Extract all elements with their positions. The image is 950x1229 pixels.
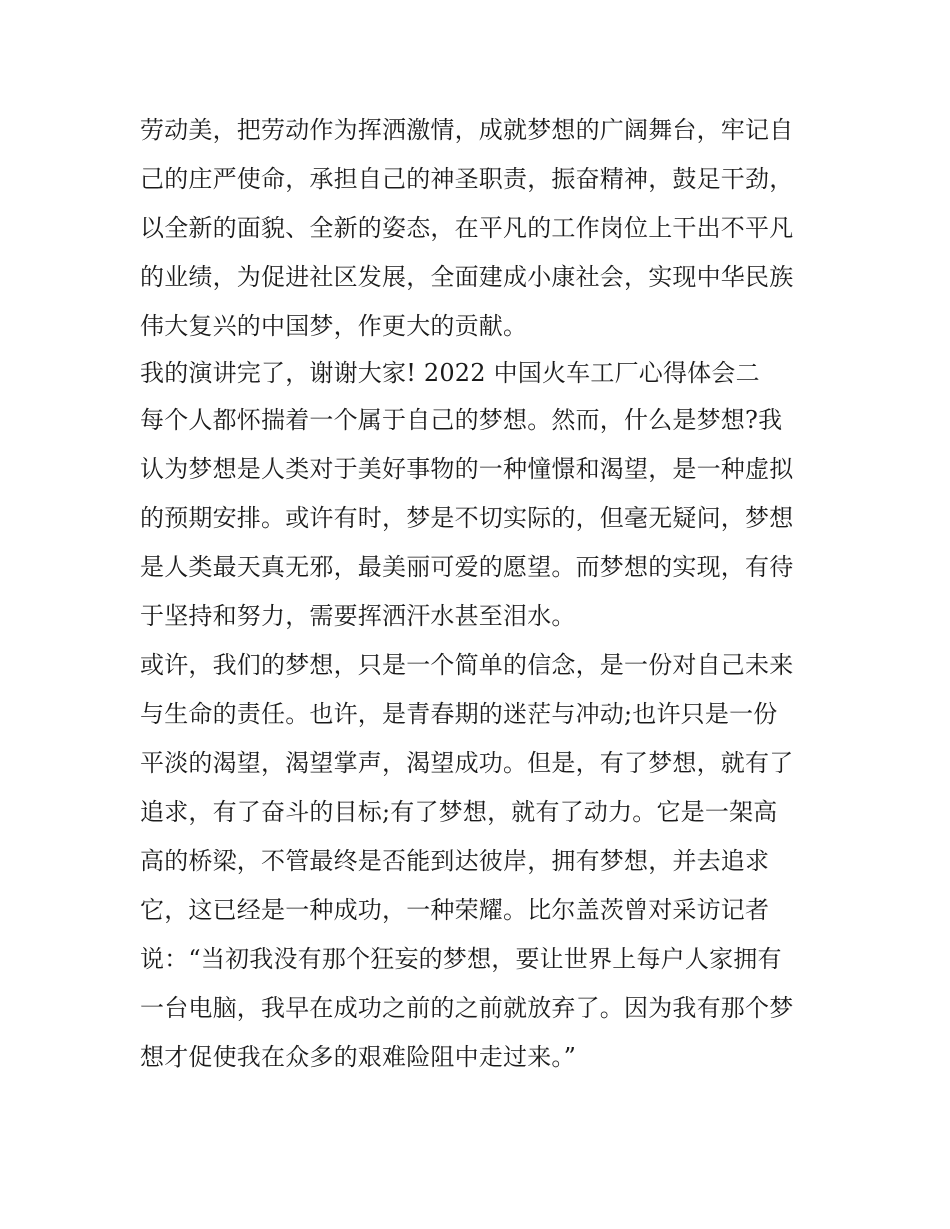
paragraph-closing-and-heading	[140, 351, 820, 396]
text-line: 是人类最天真无邪，最美丽可爱的愿望。而梦想的实现，有待	[140, 553, 794, 581]
text-line: 每个人都怀揣着一个属于自己的梦想。然而，什么是梦想?我	[140, 406, 783, 434]
text-line: 它，这已经是一种成功，一种荣耀。比尔盖茨曾对采访记者	[140, 896, 770, 924]
text-line: 伟大复兴的中国梦，作更大的贡献。	[140, 312, 528, 340]
text-line: 的预期安排。或许有时，梦是不切实际的，但毫无疑问，梦想	[140, 504, 794, 532]
document-body	[140, 106, 820, 1082]
text-line: 高的桥梁，不管最终是否能到达彼岸，拥有梦想，并去追求	[140, 847, 770, 875]
text-line: 想才促使我在众多的艰难险阻中走过来。”	[140, 1043, 577, 1071]
text-line: 说：“当初我没有那个狂妄的梦想，要让世界上每户人家拥有	[140, 945, 782, 973]
text-line: 我的演讲完了，谢谢大家! 2022 中国火车工厂心得体会二	[140, 359, 760, 387]
paragraph-labor	[140, 106, 820, 351]
text-line: 己的庄严使命，承担自己的神圣职责，振奋精神，鼓足干劲，	[140, 165, 794, 193]
text-line: 以全新的面貌、全新的姿态，在平凡的工作岗位上干出不平凡	[140, 214, 794, 242]
text-line: 的业绩，为促进社区发展，全面建成小康社会，实现中华民族	[140, 263, 794, 291]
paragraph-dream-definition	[140, 396, 820, 641]
text-line: 平淡的渴望，渴望掌声，渴望成功。但是，有了梦想，就有了	[140, 749, 794, 777]
paragraph-dream-meaning	[140, 641, 820, 1082]
text-line: 一台电脑，我早在成功之前的之前就放弃了。因为我有那个梦	[140, 994, 794, 1022]
text-line: 或许，我们的梦想，只是一个简单的信念，是一份对自己未来	[140, 651, 794, 679]
text-line: 劳动美，把劳动作为挥洒激情，成就梦想的广阔舞台，牢记自	[140, 116, 794, 144]
text-line: 认为梦想是人类对于美好事物的一种憧憬和渴望，是一种虚拟	[140, 455, 794, 483]
text-line: 与生命的责任。也许，是青春期的迷茫与冲动;也许只是一份	[140, 700, 778, 728]
text-line: 追求，有了奋斗的目标;有了梦想，就有了动力。它是一架高	[140, 798, 778, 826]
text-line: 于坚持和努力，需要挥洒汗水甚至泪水。	[140, 602, 576, 630]
